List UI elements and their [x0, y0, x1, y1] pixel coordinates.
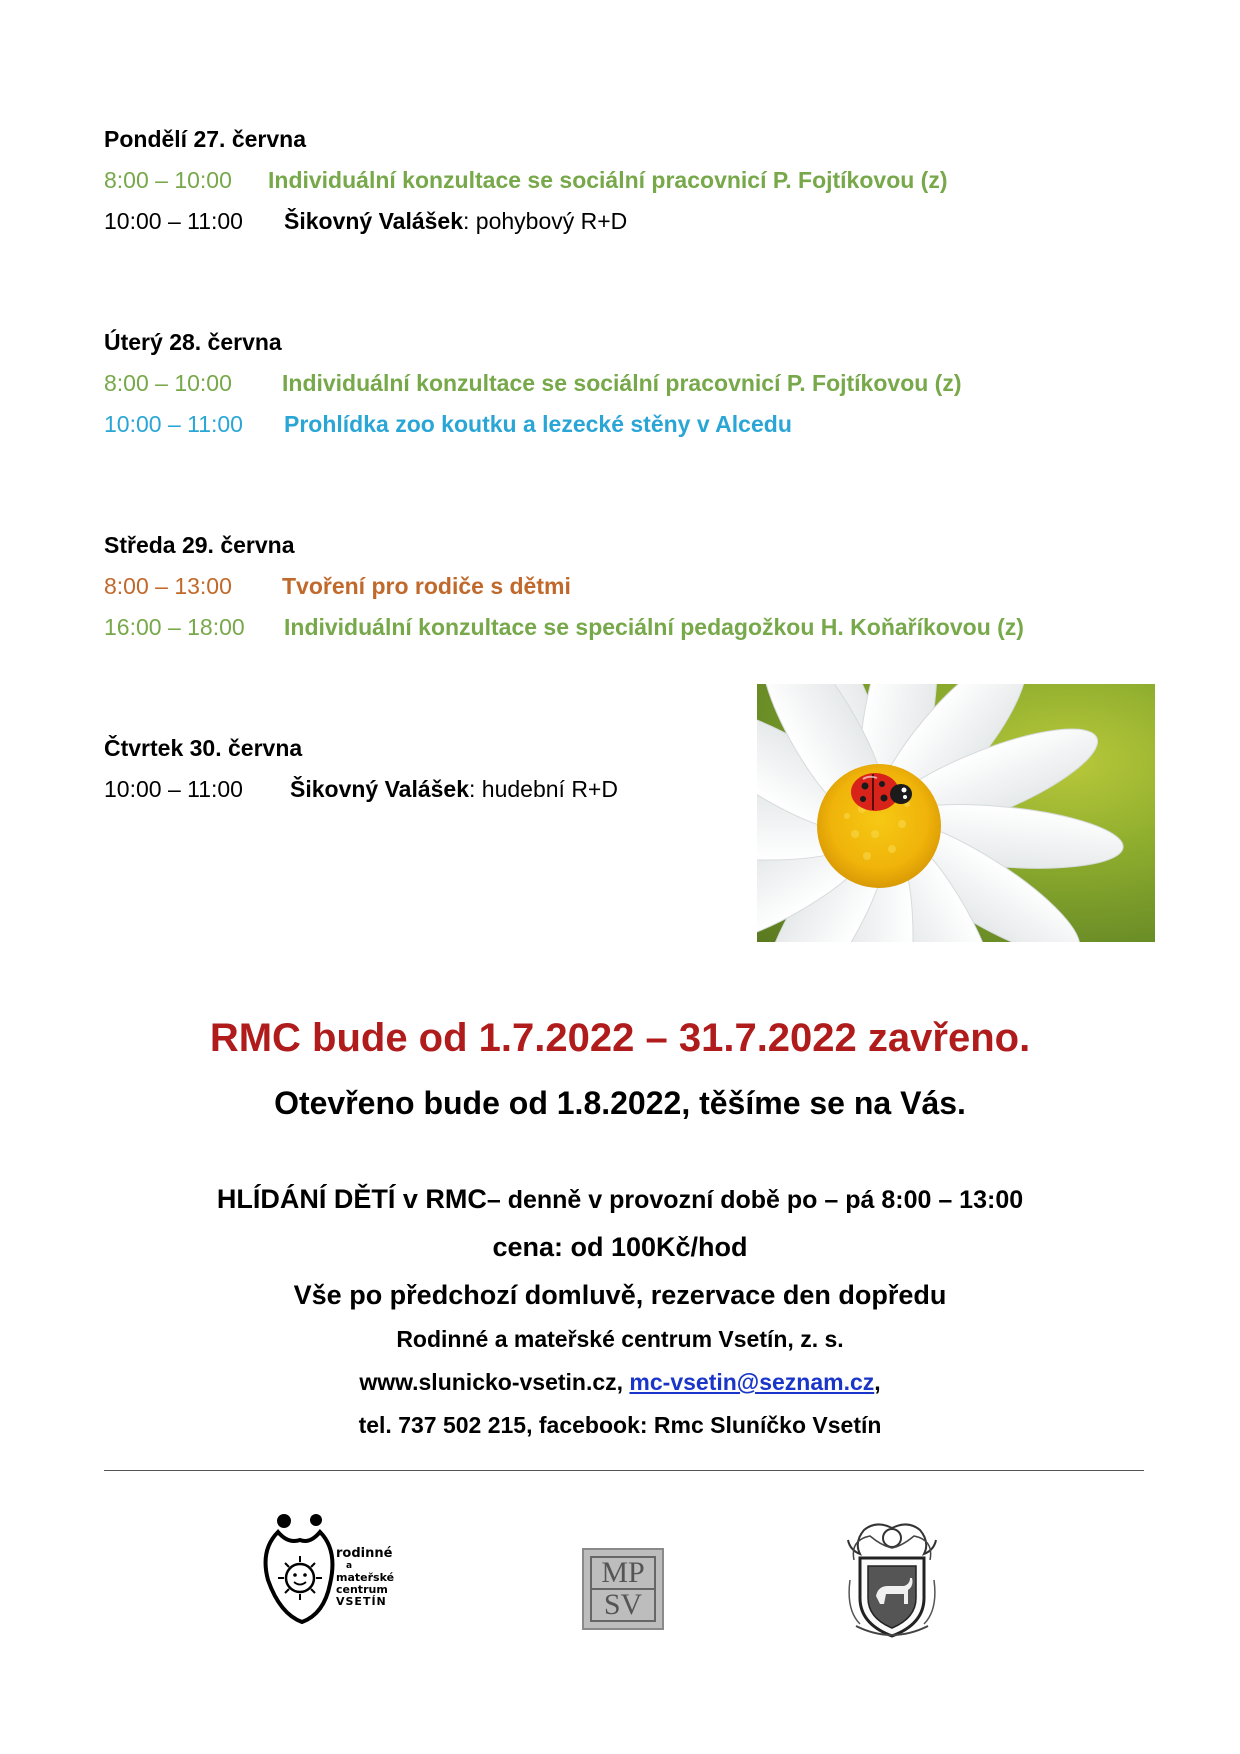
- schedule-time: 16:00 – 18:00: [104, 614, 245, 640]
- contact-web-line: [0, 1365, 1240, 1399]
- babysitting-title: HLÍDÁNÍ DĚTÍ v RMC: [216, 1184, 487, 1214]
- schedule-activity: Individuální konzultace se sociální pracovnicí P. Fojtíkovou (z): [268, 167, 948, 193]
- phone-facebook: tel. 737 502 215, facebook: Rmc Sluníčko Vsetín: [358, 1412, 882, 1438]
- reservation-note: Vše po předchozí domluvě, rezervace den dopředu: [293, 1280, 947, 1310]
- schedule-time: 8:00 – 10:00: [104, 370, 232, 396]
- schedule-activity: Prohlídka zoo koutku a lezecké stěny v Alcedu: [284, 411, 792, 437]
- mpsv-logo-icon: [582, 1548, 664, 1630]
- rmc-logo-word: VSETÍN: [336, 1595, 387, 1608]
- mpsv-logo-top: MP: [592, 1558, 654, 1590]
- schedule-activity: Individuální konzultace se sociální pracovnicí P. Fojtíkovou (z): [282, 370, 962, 396]
- schedule-activity: Tvoření pro rodiče s dětmi: [282, 573, 571, 599]
- day-block-wednesday: [104, 530, 1024, 642]
- babysitting-line: [0, 1180, 1240, 1219]
- day-block-monday: [104, 124, 948, 236]
- schedule-row: [104, 774, 618, 804]
- schedule-time: 10:00 – 11:00: [104, 208, 243, 234]
- rmc-logo-text: [336, 1548, 416, 1608]
- schedule-row: [104, 409, 962, 439]
- schedule-time: 8:00 – 13:00: [104, 573, 232, 599]
- closed-notice: RMC bude od 1.7.2022 – 31.7.2022 zavřeno.: [209, 1016, 1031, 1060]
- email-link[interactable]: mc-vsetin@seznam.cz: [629, 1369, 875, 1395]
- rmc-logo-word: centrum: [336, 1583, 388, 1596]
- daisy-with-ladybug-icon: [757, 684, 1155, 942]
- schedule-activity: Šikovný Valášek: [290, 776, 470, 802]
- mpsv-logo-bottom: SV: [603, 1588, 643, 1621]
- rmc-logo-word: a: [346, 1561, 353, 1571]
- schedule-activity-detail: : pohybový R+D: [463, 208, 628, 234]
- vsetin-coat-of-arms-icon: [846, 1520, 938, 1642]
- divider: [104, 1470, 1144, 1471]
- schedule-activity: Individuální konzultace se speciální pedagožkou H. Koňaříkovou (z): [284, 614, 1024, 640]
- mpsv-logo-inner: [590, 1556, 656, 1622]
- organization-name: Rodinné a mateřské centrum Vsetín, z. s.: [396, 1326, 844, 1352]
- schedule-time: 8:00 – 10:00: [104, 167, 232, 193]
- schedule-row: [104, 612, 1024, 642]
- day-title: Čtvrtek 30. června: [104, 735, 303, 761]
- schedule-row: [104, 368, 962, 398]
- day-title: Úterý 28. června: [104, 329, 282, 355]
- rmc-logo-word: rodinné: [336, 1546, 393, 1561]
- coat-of-arms-graphic-icon: [846, 1520, 938, 1642]
- schedule-row: [104, 165, 948, 195]
- schedule-activity-detail: : hudební R+D: [469, 776, 618, 802]
- day-title: Pondělí 27. června: [104, 126, 306, 152]
- rmc-vsetin-logo-icon: [258, 1510, 418, 1630]
- open-notice: Otevřeno bude od 1.8.2022, těšíme se na Vás.: [274, 1085, 966, 1121]
- schedule-activity: Šikovný Valášek: [284, 208, 464, 234]
- rmc-logo-word: mateřské: [336, 1571, 395, 1584]
- schedule-time: 10:00 – 11:00: [104, 411, 243, 437]
- schedule-row: [104, 571, 1024, 601]
- schedule-row: [104, 206, 948, 236]
- day-block-thursday: [104, 733, 618, 804]
- babysitting-hours: – denně v provozní době po – pá 8:00 – 13:00: [486, 1186, 1024, 1214]
- email-suffix: ,: [874, 1369, 881, 1395]
- website-link[interactable]: www.slunicko-vsetin.cz,: [359, 1369, 624, 1395]
- day-block-tuesday: [104, 327, 962, 439]
- schedule-time: 10:00 – 11:00: [104, 776, 243, 802]
- day-title: Středa 29. června: [104, 532, 295, 558]
- babysitting-price: cena: od 100Kč/hod: [492, 1232, 748, 1262]
